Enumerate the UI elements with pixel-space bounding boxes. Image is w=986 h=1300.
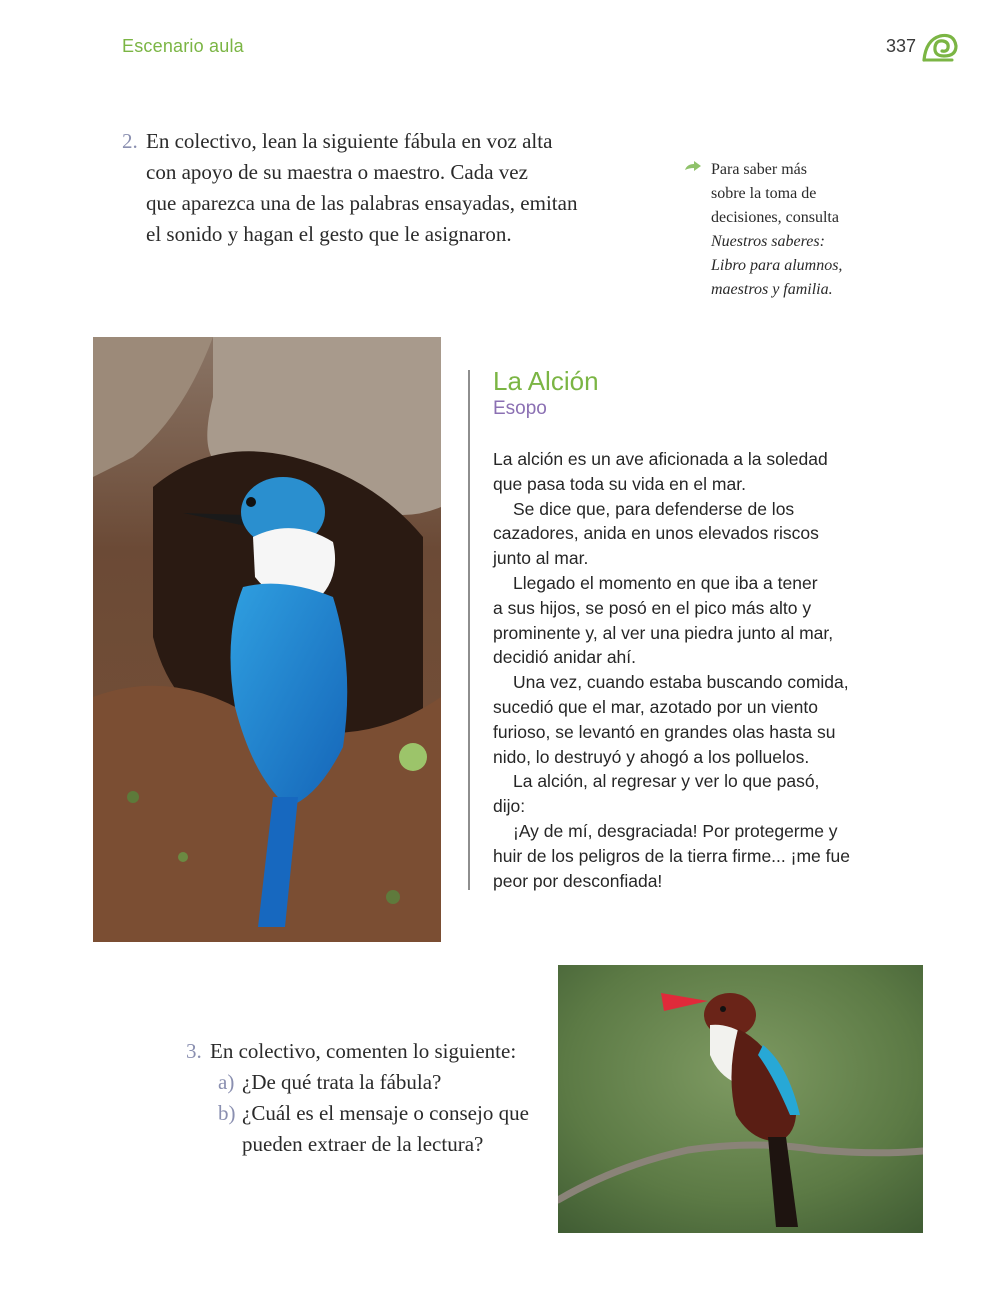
fable-line: prominente y, al ver una piedra junto al mar,	[493, 622, 834, 643]
book-title-line: Libro para alumnos,	[711, 257, 843, 274]
exercise-2-line-2: con apoyo de su maestra o maestro. Cada vez	[146, 160, 528, 184]
fable-title: La Alción	[493, 366, 599, 396]
fable-line: que pasa toda su vida en el mar.	[493, 473, 746, 494]
fable-line: huir de los peligros de la tierra firme... ¡me fue	[493, 845, 850, 866]
fable-line: Llegado el momento en que iba a tener	[513, 572, 818, 593]
kingfisher-photo	[93, 337, 441, 942]
fable-line: Una vez, cuando estaba buscando comida,	[513, 672, 849, 693]
fable-line: La alción, al regresar y ver lo que pasó,	[513, 771, 820, 792]
fable-line: peor por desconfiada!	[493, 870, 663, 891]
book-title-line: maestros y familia.	[711, 281, 833, 298]
fable-line: decidió anidar ahí.	[493, 647, 637, 668]
exercise-3	[186, 1036, 566, 1160]
page-number: 337	[886, 36, 917, 56]
fable-line: junto al mar.	[493, 548, 589, 569]
exercise-2-line-3: que aparezca una de las palabras ensayadas, emitan	[146, 191, 578, 215]
kingfisher-branch-photo	[558, 965, 923, 1233]
exercise-3-intro: En colectivo, comenten lo siguiente:	[210, 1039, 517, 1063]
fable-line: nido, lo destruyó y ahogó a los polluelos.	[493, 746, 810, 767]
question-a: ¿De qué trata la fábula?	[242, 1070, 442, 1094]
side-note	[684, 158, 874, 302]
spiral-shell-icon	[922, 30, 958, 62]
fable-line: dijo:	[493, 796, 526, 817]
fable-line: furioso, se levantó en grandes olas hasta su	[493, 721, 836, 742]
fable-author: Esopo	[493, 398, 547, 419]
question-b-continued: pueden extraer de la lectura?	[242, 1132, 484, 1156]
exercise-2	[122, 126, 602, 250]
exercise-2-line-1: En colectivo, lean la siguiente fábula en voz alta	[146, 129, 553, 153]
fable-line: sucedió que el mar, azotado por un viento	[493, 696, 818, 717]
fable-line: Se dice que, para defenderse de los	[513, 498, 795, 519]
fable-text	[493, 447, 893, 893]
side-note-line: Para saber más	[711, 161, 807, 178]
book-title-line: Nuestros saberes:	[711, 233, 825, 250]
item-letter: a)	[218, 1070, 235, 1094]
exercise-2-line-4: el sonido y hagan el gesto que le asignaron.	[146, 222, 512, 246]
fable-line: ¡Ay de mí, desgraciada! Por protegerme y	[513, 820, 838, 841]
side-note-line: decisiones, consulta	[711, 209, 839, 226]
fable-line: La alción es un ave aficionada a la soledad	[493, 449, 828, 469]
section-header: Escenario aula	[122, 36, 244, 56]
exercise-number: 3.	[186, 1039, 202, 1063]
fable-line: cazadores, anida en unos elevados riscos	[493, 523, 819, 544]
vertical-rule	[468, 370, 470, 890]
exercise-number: 2.	[122, 129, 138, 153]
arrow-right-icon	[684, 160, 702, 174]
side-note-line: sobre la toma de	[711, 185, 817, 202]
fable-line: a sus hijos, se posó en el pico más alto y	[493, 597, 812, 618]
item-letter: b)	[218, 1101, 236, 1125]
question-b: ¿Cuál es el mensaje o consejo que	[242, 1101, 529, 1125]
